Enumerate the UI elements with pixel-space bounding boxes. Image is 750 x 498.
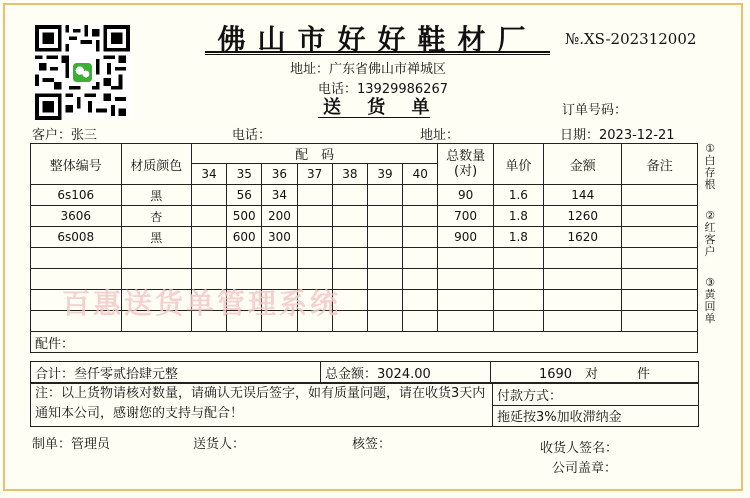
late-fee-note: 拖延按3%加收滞纳金 [493, 405, 699, 427]
cell-size-40 [403, 248, 438, 269]
customer-phone: 电话： [232, 128, 272, 143]
customer-address: 地址： [420, 128, 460, 143]
cell-size-35: 500 [227, 206, 262, 227]
cell-unit-price [493, 269, 543, 290]
cell-code: 6s008 [31, 227, 122, 248]
cell-total-qty: 90 [438, 185, 493, 206]
cell-size-37 [297, 227, 332, 248]
cell-note [622, 311, 698, 332]
cell-size-34 [191, 206, 226, 227]
header-total-qty: 总数量(对) [438, 144, 493, 185]
cell-size-39 [367, 290, 402, 311]
cell-amount [544, 269, 622, 290]
cell-amount [544, 248, 622, 269]
cell-size-38 [332, 227, 367, 248]
size-header-39: 39 [367, 164, 402, 185]
cell-amount [544, 290, 622, 311]
terms-note: 注：以上货物请核对数量，请确认无误后签字，如有质量问题，请在收货3天内通知本公司，感谢您的支持与配合！ [31, 384, 493, 427]
cell-unit-price [493, 290, 543, 311]
cell-unit-price: 1.8 [493, 227, 543, 248]
cell-size-40 [403, 290, 438, 311]
serial-number: №.XS-202312002 [565, 30, 697, 48]
cell-size-36 [262, 248, 297, 269]
cell-size-40 [403, 311, 438, 332]
cell-size-35: 56 [227, 185, 262, 206]
cell-size-38 [332, 185, 367, 206]
cell-material [121, 248, 191, 269]
cell-note [622, 227, 698, 248]
cell-total-qty: 900 [438, 227, 493, 248]
company-seal: 公司盖章： [552, 461, 618, 476]
document-title: 送 货 单 [323, 97, 440, 118]
cell-size-40 [403, 269, 438, 290]
cell-size-35 [227, 248, 262, 269]
payment-method: 付款方式： [493, 384, 699, 406]
header-material: 材质颜色 [121, 144, 191, 185]
delivery-date: 日期：2023-12-21 [560, 128, 675, 143]
cell-total-qty [438, 248, 493, 269]
cell-note [622, 206, 698, 227]
cell-size-37 [297, 248, 332, 269]
cell-size-38 [332, 248, 367, 269]
document-title-underline [318, 117, 430, 118]
customer-name: 客户：张三 [32, 128, 98, 143]
cell-code [31, 248, 122, 269]
maker: 制单：管理员 [32, 437, 111, 452]
size-header-35: 35 [227, 164, 262, 185]
cell-material: 杏 [121, 206, 191, 227]
table-row [31, 227, 698, 248]
size-header-38: 38 [332, 164, 367, 185]
cell-size-39 [367, 227, 402, 248]
header-amount: 金额 [544, 144, 622, 185]
size-header-37: 37 [297, 164, 332, 185]
cell-amount [544, 311, 622, 332]
qr-code [35, 25, 130, 120]
cell-material: 黑 [121, 185, 191, 206]
total-amount: 总金额：3024.00 [321, 362, 491, 383]
table-row [31, 206, 698, 227]
receiver-signature: 收货人签名： [540, 441, 619, 456]
company-name: 佛山市好好鞋材厂 [217, 23, 538, 56]
header-note: 备注 [622, 144, 698, 185]
cell-note [622, 248, 698, 269]
cell-total-qty [438, 311, 493, 332]
accessories-row: 配件： [31, 332, 698, 353]
cell-size-39 [367, 248, 402, 269]
header-size-group: 配 码 [191, 144, 438, 164]
table-row [31, 185, 698, 206]
cell-amount: 1260 [544, 206, 622, 227]
cell-amount: 1620 [544, 227, 622, 248]
size-header-34: 34 [191, 164, 226, 185]
title-underline [205, 51, 550, 53]
header-unit-price: 单价 [493, 144, 543, 185]
cell-size-40 [403, 227, 438, 248]
cell-size-39 [367, 269, 402, 290]
cell-size-34 [191, 248, 226, 269]
company-address: 地址：广东省佛山市禅城区 [290, 62, 447, 77]
cell-size-37 [297, 206, 332, 227]
title-underline-thin [205, 54, 550, 55]
totals-table [30, 361, 699, 383]
order-number-label: 订单号码： [562, 103, 628, 118]
cell-size-40 [403, 185, 438, 206]
cell-size-36: 300 [262, 227, 297, 248]
cell-unit-price [493, 311, 543, 332]
cell-unit-price: 1.8 [493, 206, 543, 227]
cell-size-40 [403, 206, 438, 227]
copy-label-yellow: ③黄回单 [704, 276, 716, 325]
cell-size-36: 200 [262, 206, 297, 227]
cell-note [622, 290, 698, 311]
deliverer: 送货人： [193, 437, 246, 452]
header-code: 整体编号 [31, 144, 122, 185]
size-header-36: 36 [262, 164, 297, 185]
terms-table [30, 383, 699, 427]
cell-total-qty [438, 269, 493, 290]
cell-note [622, 269, 698, 290]
cell-size-35: 600 [227, 227, 262, 248]
cell-total-qty [438, 290, 493, 311]
cell-size-37 [297, 185, 332, 206]
cell-size-34 [191, 227, 226, 248]
cell-size-39 [367, 206, 402, 227]
watermark: 百惠送货单管理系统 [62, 287, 342, 320]
cell-unit-price: 1.6 [493, 185, 543, 206]
total-pairs: 1690 对 件 [491, 362, 699, 383]
table-row [31, 248, 698, 269]
cell-unit-price [493, 248, 543, 269]
copy-label-red: ②红客户 [704, 209, 716, 258]
cell-note [622, 185, 698, 206]
total-in-words: 合计：叁仟零贰拾肆元整 [31, 362, 321, 383]
cell-code: 3606 [31, 206, 122, 227]
cell-size-39 [367, 185, 402, 206]
checker: 核签： [352, 437, 392, 452]
cell-size-34 [191, 185, 226, 206]
cell-size-38 [332, 206, 367, 227]
cell-size-39 [367, 311, 402, 332]
copy-label-white: ①白存根 [704, 142, 716, 191]
cell-size-36: 34 [262, 185, 297, 206]
company-phone: 电话：13929986267 [318, 82, 448, 97]
size-header-40: 40 [403, 164, 438, 185]
cell-amount: 144 [544, 185, 622, 206]
cell-total-qty: 700 [438, 206, 493, 227]
cell-material: 黑 [121, 227, 191, 248]
cell-code: 6s106 [31, 185, 122, 206]
